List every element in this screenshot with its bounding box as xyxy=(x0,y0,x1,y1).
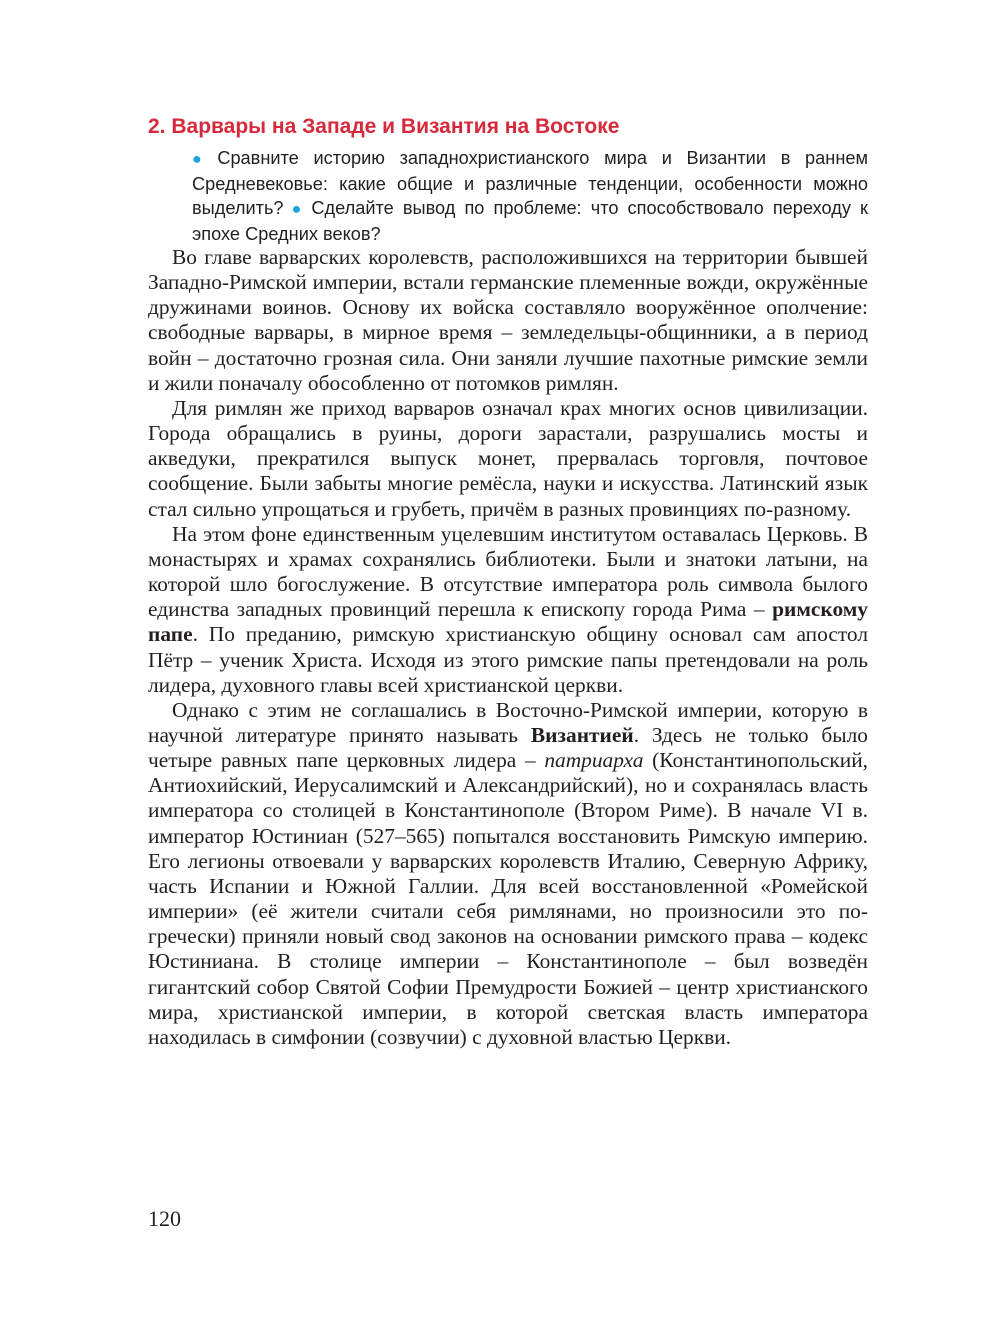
paragraph-2: Для римлян же приход варваров означал крах многих основ цивилизации. Города обращались в руины, дороги зарастали, разрушались мосты и акведуки, прекратился выпуск монет, прервалась торговля, почтовое сообщение. Были забыты многие ремёсла, науки и искусства. Латинский язык стал сильно упрощаться и грубеть, причём в разных провинциях по-разному. xyxy=(148,395,868,521)
section-heading: 2. Варвары на Западе и Византия на Востоке xyxy=(148,115,620,138)
paragraph-4-text-end: (Константинопольский, Антиохийский, Иерусалимский и Александрийский), но и сохранялась власть императора со столицей в Константинополе (Втором Риме). В начале VI в. император Юстиниан (527–565) попытался восстановить Римскую империю. Его легионы отвоевали у варварских королевств Италию, Северную Африку, часть Испании и Южной Галлии. Для всей восстановленной «Ромейской империи» (её жители считали себя римлянами, но произносили это по-гречески) приняли новый свод законов на основании римского права – кодекс Юстиниана. В столице империи – Константинополе – был возведён гигантский собор Святой Софии Премудрости Божией – центр христианского мира, христианской империи, в которой светская власть императора находилась в симфонии (созвучии) с духовной властью Церкви. xyxy=(148,748,868,1049)
paragraph-3 xyxy=(148,522,868,698)
paragraph-4-text-middle: . Здесь не только было четыре равных папе церковных лидера – xyxy=(148,722,868,773)
question-2: Сделайте вывод по проблеме: что способствовало переходу к эпохе Средних веков? xyxy=(192,198,868,244)
bullet-icon: ● xyxy=(287,201,306,218)
paragraph-4 xyxy=(148,698,868,1050)
paragraph-1: Во главе варварских королевств, расположившихся на территории бывшей Западно-Римской империи, встали германские племенные вожди, окружённые дружинами воинов. Основу их войска составляло вооружённое ополчение: свободные варвары, в мирное время – земледельцы-общинники, а в период войн – достаточно грозная сила. Они заняли лучшие пахотные римские земли и жили поначалу обособленно от потомков римлян. xyxy=(148,245,868,395)
page-number: 120 xyxy=(148,1206,181,1231)
question-1: Сравните историю западнохристианского мира и Византии в раннем Средневековье: какие общие и различные тенденции, особенности можно выделить? xyxy=(192,148,868,218)
paragraph-4-text: Однако с этим не соглашались в Восточно-Римской империи, которую в научной литературе принято называть xyxy=(148,697,868,747)
paragraph-3-text-end: . По преданию, римскую христианскую общину основал сам апостол Пётр – ученик Христа. Исходя из этого римские папы претендовали на роль лидера, духовного главы всей христианской церкви. xyxy=(148,622,868,697)
body-text xyxy=(148,245,868,1050)
paragraph-3-text: На этом фоне единственным уцелевшим институтом оставалась Церковь. В монастырях и храмах сохранялись библиотеки. Были и знатоки латыни, на которой шло богослужение. В отсутствие императора роль символа былого единства западных провинций перешла к епископу города Рима – xyxy=(148,521,868,622)
term-roman-pope: римскому папе xyxy=(148,597,868,647)
review-questions xyxy=(192,146,868,246)
term-byzantium: Византией xyxy=(530,722,634,747)
bullet-icon: ● xyxy=(192,151,212,168)
term-patriarchs: патриарха xyxy=(544,748,644,773)
